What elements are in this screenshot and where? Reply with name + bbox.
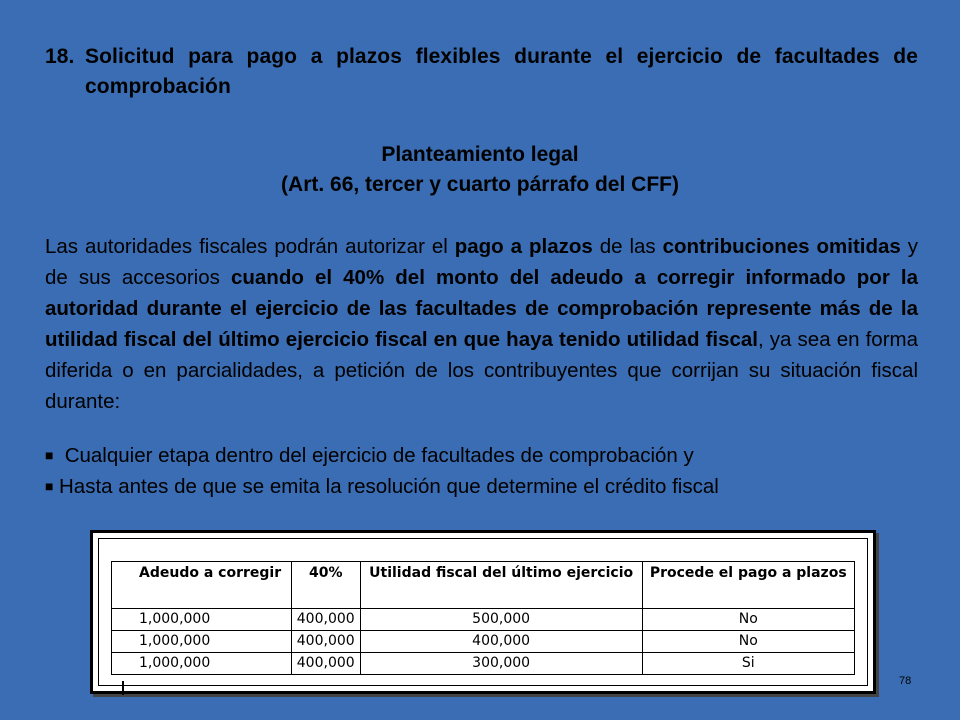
legal-basis-title xyxy=(0,140,960,200)
bullet-text: Cualquier etapa dentro del ejercicio de facultades de comprobación y xyxy=(64,444,694,467)
slide-heading xyxy=(45,42,918,102)
header-adeudo: Adeudo a corregir xyxy=(112,562,292,609)
heading-line-2: comprobación xyxy=(85,75,231,98)
paragraph-bold-3: cuando el 40% del monto del adeudo a corregir informado por la autoridad durante el ejercicio de las facultades de comprobación represente más de la utilidad fiscal del último ejercicio fiscal en que haya tenido utilidad fiscal xyxy=(45,266,918,351)
table-row xyxy=(112,609,855,631)
bullet-list xyxy=(45,440,925,502)
subtitle-line-1: Planteamiento legal xyxy=(381,143,579,166)
subtitle-line-2: (Art. 66, tercer y cuarto párrafo del CFF) xyxy=(281,173,679,196)
cell-40-percent: 400,000 xyxy=(291,653,360,675)
example-table xyxy=(111,561,855,675)
bullet-item xyxy=(45,471,925,502)
cell-40-percent: 400,000 xyxy=(291,609,360,631)
table-edge-mark xyxy=(122,681,124,695)
cell-procede: No xyxy=(642,609,854,631)
body-paragraph xyxy=(45,231,918,417)
paragraph-bold-2: contribuciones omitidas xyxy=(662,235,901,258)
paragraph-bold-1: pago a plazos xyxy=(454,235,593,258)
square-bullet-icon: ■ xyxy=(45,447,54,463)
paragraph-part-2: de las xyxy=(592,235,663,258)
cell-procede: No xyxy=(642,631,854,653)
cell-40-percent: 400,000 xyxy=(291,631,360,653)
cell-utilidad: 300,000 xyxy=(360,653,642,675)
heading-text-1: Solicitud para pago a plazos flexibles durante el ejercicio de facultades de xyxy=(85,45,918,68)
header-utilidad-fiscal: Utilidad fiscal del último ejercicio xyxy=(360,562,642,609)
header-40-percent: 40% xyxy=(291,562,360,609)
paragraph-part-3: y de sus accesorios xyxy=(45,235,918,289)
paragraph-part-1: Las autoridades fiscales podrán autorizar el xyxy=(45,235,455,258)
cell-adeudo: 1,000,000 xyxy=(112,631,292,653)
example-table-image xyxy=(90,530,876,694)
cell-procede: Si xyxy=(642,653,854,675)
square-bullet-icon: ■ xyxy=(45,478,54,494)
table-row xyxy=(112,653,855,675)
bullet-text: Hasta antes de que se emita la resolución que determine el crédito fiscal xyxy=(59,475,719,498)
table-header-row xyxy=(112,562,855,609)
header-procede: Procede el pago a plazos xyxy=(642,562,854,609)
table-row xyxy=(112,631,855,653)
paragraph-part-4: , ya sea en forma diferida o en parcialidades, a petición de los contribuyentes que corrijan su situación fiscal durante: xyxy=(45,328,918,413)
bullet-item xyxy=(45,440,925,471)
heading-number: 18. xyxy=(45,45,75,68)
cell-utilidad: 400,000 xyxy=(360,631,642,653)
cell-adeudo: 1,000,000 xyxy=(112,609,292,631)
cell-adeudo: 1,000,000 xyxy=(112,653,292,675)
heading-line-1 xyxy=(45,42,918,72)
cell-utilidad: 500,000 xyxy=(360,609,642,631)
page-number: 78 xyxy=(899,675,912,687)
